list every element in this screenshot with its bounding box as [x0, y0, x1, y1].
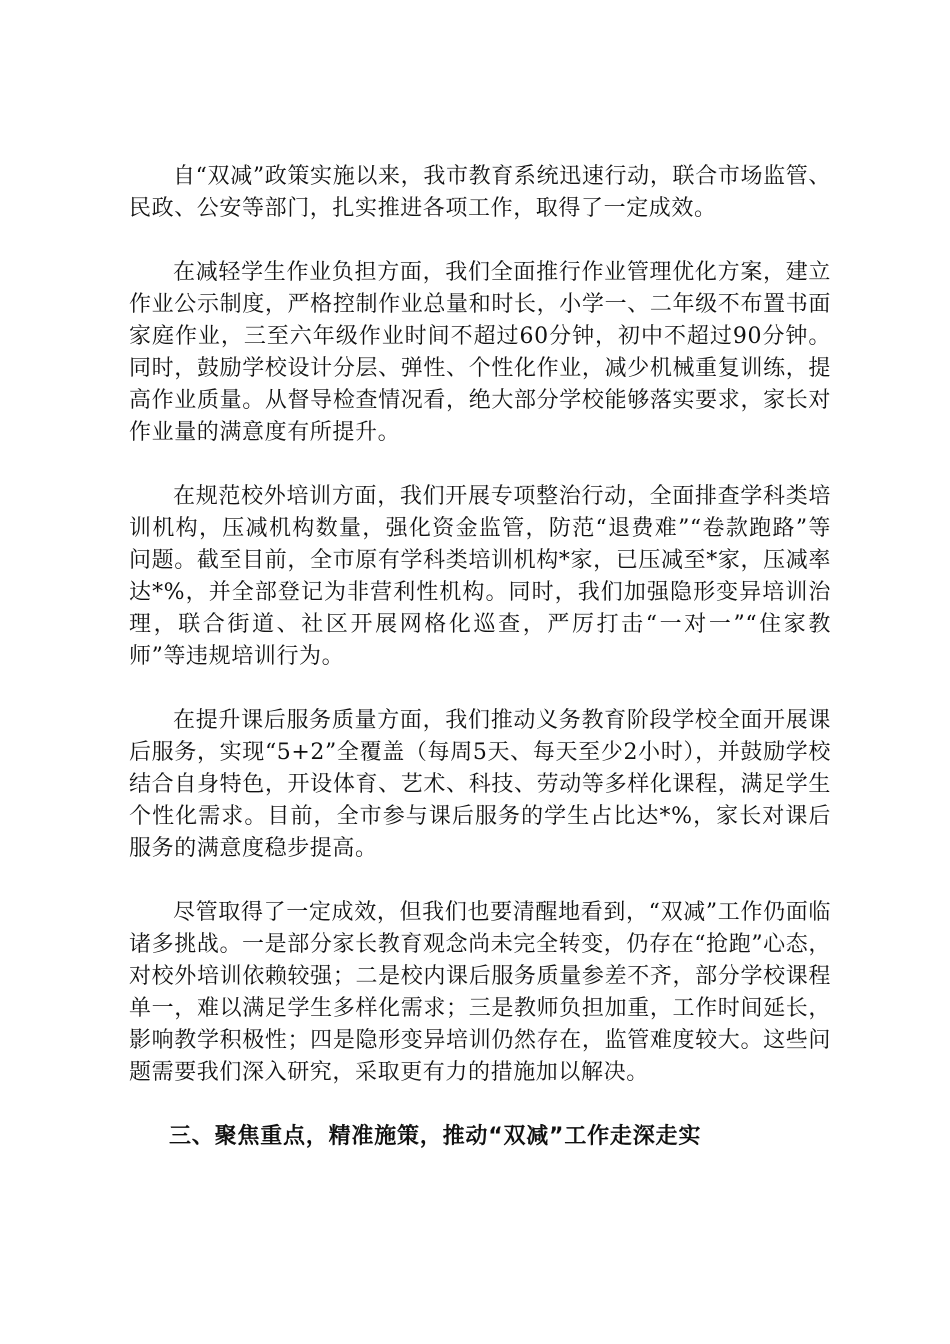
- document-body: [129, 161, 831, 1153]
- paragraph-after-school-service: 在提升课后服务质量方面，我们推动义务教育阶段学校全面开展课后服务，实现“5+2”全覆盖（每周5天、每天至少2小时），并鼓励学校结合自身特色，开设体育、艺术、科技、劳动等多样化课程，满足学生个性化需求。目前，全市参与课后服务的学生占比达*%，家长对课后服务的满意度稳步提高。: [129, 708, 831, 861]
- paragraph-challenges: 尽管取得了一定成效，但我们也要清醒地看到，“双减”工作仍面临诸多挑战。一是部分家长教育观念尚未完全转变，仍存在“抢跑”心态，对校外培训依赖较强；二是校内课后服务质量参差不齐，部分学校课程单一，难以满足学生多样化需求；三是教师负担加重，工作时间延长，影响教学积极性；四是隐形变异培训仍然存在，监管难度较大。这些问题需要我们深入研究，采取更有力的措施加以解决。: [129, 900, 831, 1085]
- paragraph-intro: 自“双减”政策实施以来，我市教育系统迅速行动，联合市场监管、民政、公安等部门，扎实推进各项工作，取得了一定成效。: [129, 164, 831, 221]
- section-heading: 三、聚焦重点，精准施策，推动“双减”工作走深走实: [169, 1124, 702, 1149]
- paragraph-homework-burden: 在减轻学生作业负担方面，我们全面推行作业管理优化方案，建立作业公示制度，严格控制作业总量和时长，小学一、二年级不布置书面家庭作业，三至六年级作业时间不超过60分钟，初中不超过90分钟。同时，鼓励学校设计分层、弹性、个性化作业，减少机械重复训练，提高作业质量。从督导检查情况看，绝大部分学校能够落实要求，家长对作业量的满意度有所提升。: [129, 260, 831, 445]
- paragraph-off-campus-training: 在规范校外培训方面，我们开展专项整治行动，全面排查学科类培训机构，压减机构数量，强化资金监管，防范“退费难”“卷款跑路”等问题。截至目前，全市原有学科类培训机构*家，已压减至*家，压减率达*%，并全部登记为非营利性机构。同时，我们加强隐形变异培训治理，联合街道、社区开展网格化巡查，严厉打击“一对一”“住家教师”等违规培训行为。: [129, 484, 831, 669]
